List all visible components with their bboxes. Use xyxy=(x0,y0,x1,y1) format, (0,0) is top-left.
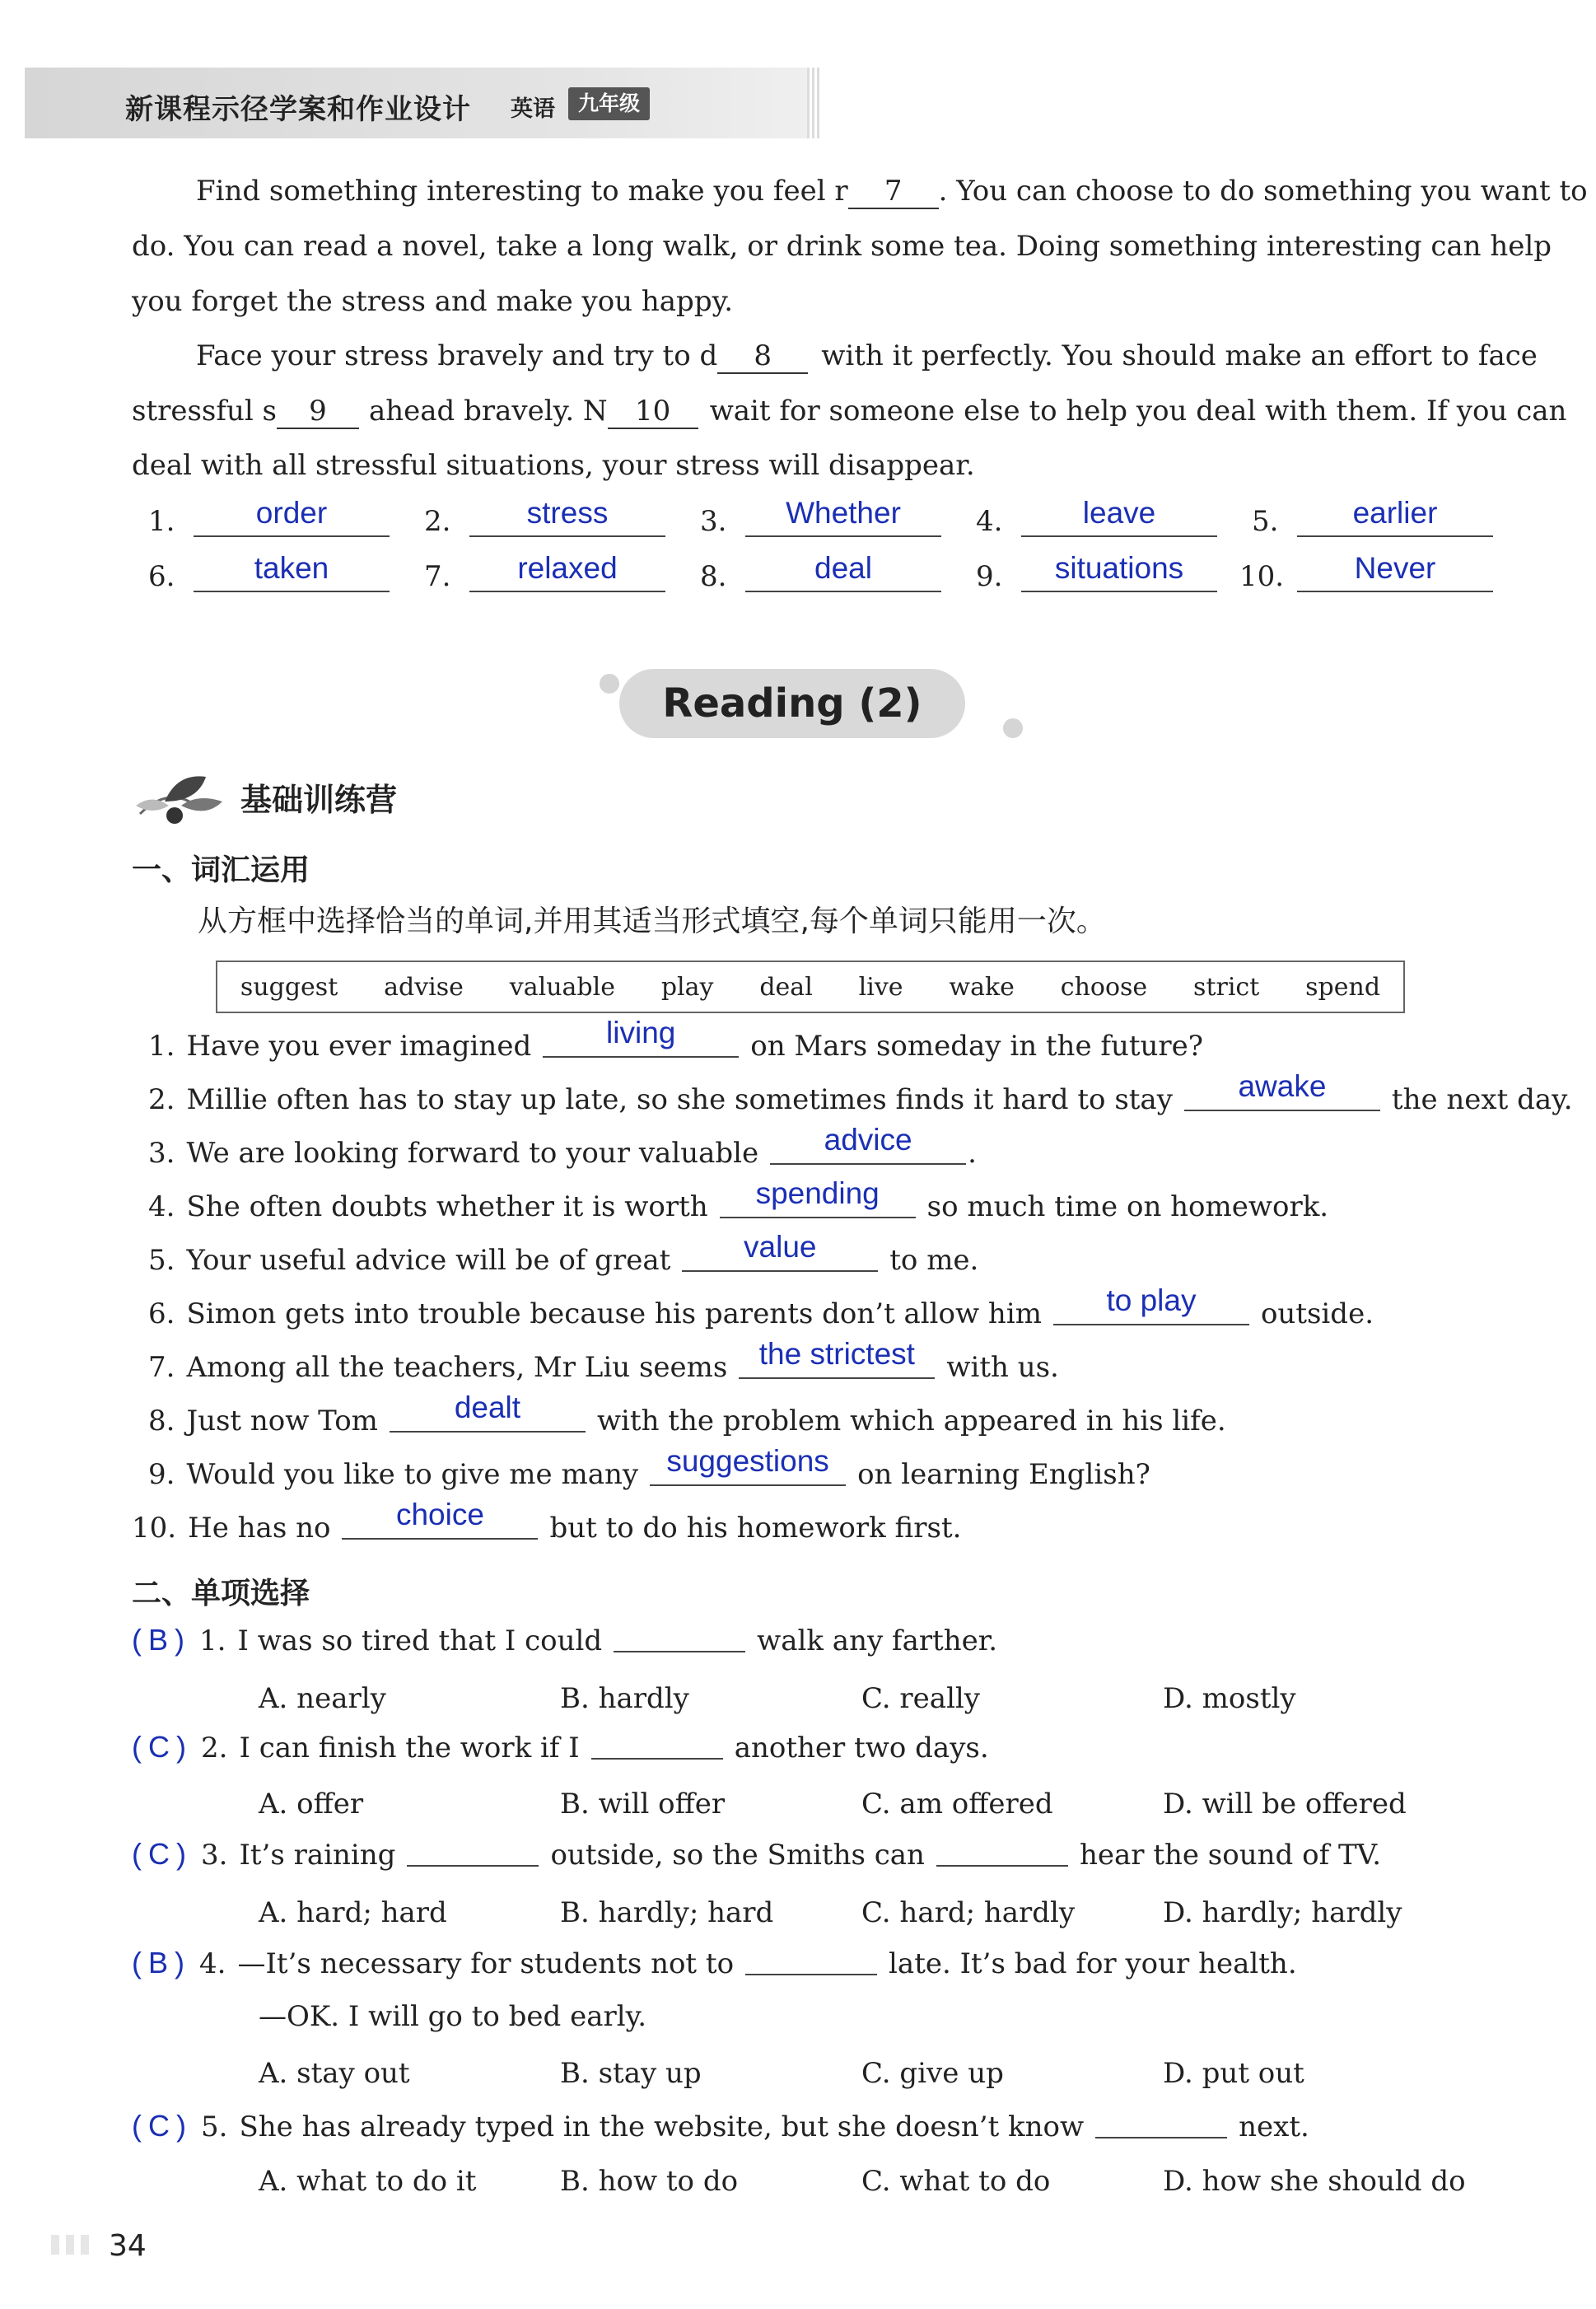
part1-instruction: 从方框中选择恰当的单词,并用其适当形式填空,每个单词只能用一次。 xyxy=(198,904,1106,938)
header-title: 新课程示径学案和作业设计 xyxy=(125,93,471,126)
word-box-item: wake xyxy=(949,972,1015,1002)
mc-question-4: ( B ) 4. —It’s necessary for students not to late. It’s bad for your health. xyxy=(132,1946,1297,1980)
cloze-answer: earlier xyxy=(1297,494,1493,537)
answer-blank: to play xyxy=(1053,1283,1249,1325)
answer-blank: choice xyxy=(342,1497,538,1540)
mc-question-3: ( C ) 3. It’s raining outside, so the Smiths can hear the sound of TV. xyxy=(132,1837,1382,1872)
answer-blank: advice xyxy=(770,1122,966,1165)
empty-blank xyxy=(745,1944,877,1975)
cloze-answer: Never xyxy=(1297,549,1493,592)
answer-blank: suggestions xyxy=(650,1443,846,1486)
passage-line-5: stressful s 9 ahead bravely. N 10 wait for someone else to help you deal with them. If you can xyxy=(132,395,1567,428)
decorative-dot xyxy=(600,674,619,694)
mc-option: C. really xyxy=(861,1682,981,1715)
cloze-num: 1. xyxy=(148,505,175,538)
empty-blank xyxy=(1095,2107,1227,2138)
passage-line-6: deal with all stressful situations, your stress will disappear. xyxy=(132,449,975,482)
page-number: 34 xyxy=(109,2229,147,2263)
word-box-item: play xyxy=(660,972,714,1002)
mc-option: D. hardly; hardly xyxy=(1163,1896,1402,1929)
answer-blank: value xyxy=(682,1229,878,1272)
decorative-dot xyxy=(1003,718,1023,738)
cloze-num: 8. xyxy=(700,560,727,593)
word-box xyxy=(216,961,1405,1013)
passage-line-1: Find something interesting to make you feel r 7 . You can choose to do something you want to xyxy=(196,175,1588,208)
vocab-question-7: 7. Among all the teachers, Mr Liu seems the strictest with us. xyxy=(148,1337,1059,1384)
mc-answer: B xyxy=(148,1946,169,1979)
mc-option: D. put out xyxy=(1163,2057,1304,2090)
answer-blank: dealt xyxy=(390,1390,586,1433)
vocab-question-5: 5. Your useful advice will be of great value to me. xyxy=(148,1230,979,1277)
empty-blank xyxy=(407,1835,539,1867)
answer-blank: the strictest xyxy=(739,1336,935,1379)
mc-option: D. mostly xyxy=(1163,1682,1296,1715)
cloze-num: 7. xyxy=(424,560,451,593)
mc-option: A. nearly xyxy=(259,1682,386,1715)
mc-option: A. offer xyxy=(259,1788,364,1821)
page-tick xyxy=(81,2235,89,2255)
passage-line-4: Face your stress bravely and try to d 8 with it perfectly. You should make an effort to face xyxy=(196,339,1538,372)
word-box-item: choose xyxy=(1060,972,1148,1002)
page-tick xyxy=(66,2235,74,2255)
empty-blank xyxy=(614,1621,745,1652)
vocab-question-1: 1. Have you ever imagined living on Mars someday in the future? xyxy=(148,1016,1204,1063)
cloze-answer: deal xyxy=(745,549,941,592)
word-box-item: valuable xyxy=(509,972,615,1002)
part2-title: 二、单项选择 xyxy=(132,1577,310,1610)
vocab-question-2: 2. Millie often has to stay up late, so she sometimes finds it hard to stay awake the next day. xyxy=(148,1069,1573,1116)
part1-title: 一、词汇运用 xyxy=(132,853,310,887)
mc-option: B. will offer xyxy=(560,1788,726,1821)
word-box-item: live xyxy=(858,972,903,1002)
mc-option: B. hardly; hard xyxy=(560,1896,774,1929)
cloze-num: 2. xyxy=(424,505,451,538)
word-box-item: strict xyxy=(1193,972,1260,1002)
vocab-question-9: 9. Would you like to give me many suggestions on learning English? xyxy=(148,1444,1150,1491)
mc-option: B. hardly xyxy=(560,1682,689,1715)
answer-blank: living xyxy=(543,1015,739,1058)
cloze-num: 10. xyxy=(1239,560,1285,593)
cloze-answer: taken xyxy=(194,549,390,592)
mc-option: C. what to do xyxy=(861,2165,1051,2198)
word-box-item: suggest xyxy=(240,972,338,1002)
mc-option: B. stay up xyxy=(560,2057,702,2090)
page-tick xyxy=(51,2235,59,2255)
cloze-answer: order xyxy=(194,494,390,537)
mc-answer: C xyxy=(148,2109,170,2143)
blank-10: 10 xyxy=(608,395,698,429)
answer-blank: spending xyxy=(720,1176,916,1218)
cloze-answer: leave xyxy=(1021,494,1217,537)
mc-question-5: ( C ) 5. She has already typed in the website, but she doesn’t know next. xyxy=(132,2109,1309,2143)
cloze-num: 3. xyxy=(700,505,727,538)
answer-blank: awake xyxy=(1184,1068,1380,1111)
word-box-item: deal xyxy=(759,972,813,1002)
reading-title: Reading (2) xyxy=(662,680,922,727)
blank-7: 7 xyxy=(848,175,939,209)
vocab-question-8: 8. Just now Tom dealt with the problem which appeared in his life. xyxy=(148,1391,1226,1437)
vocab-question-10: 10. He has no choice but to do his homework first. xyxy=(132,1498,962,1545)
cloze-num: 9. xyxy=(976,560,1003,593)
blank-8: 8 xyxy=(717,339,808,374)
mc-option: A. stay out xyxy=(259,2057,410,2090)
leaf-icon xyxy=(132,756,239,830)
section-title: 基础训练营 xyxy=(240,782,398,818)
header-subject: 英语 xyxy=(511,96,555,122)
mc-option: B. how to do xyxy=(560,2165,739,2198)
cloze-answer: relaxed xyxy=(469,549,665,592)
mc-option: D. will be offered xyxy=(1163,1788,1407,1821)
blank-9: 9 xyxy=(277,395,359,429)
vocab-question-6: 6. Simon gets into trouble because his parents don’t allow him to play outside. xyxy=(148,1283,1374,1330)
passage-line-3: you forget the stress and make you happy. xyxy=(132,285,734,318)
mc-answer: C xyxy=(148,1730,170,1764)
cloze-num: 4. xyxy=(976,505,1003,538)
cloze-answer: Whether xyxy=(745,494,941,537)
vocab-question-3: 3. We are looking forward to your valuable advice . xyxy=(148,1123,977,1170)
mc-option: A. what to do it xyxy=(259,2165,477,2198)
word-box-item: advise xyxy=(384,972,464,1002)
mc-option: C. hard; hardly xyxy=(861,1896,1076,1929)
mc-question-1: ( B ) 1. I was so tired that I could walk any farther. xyxy=(132,1623,998,1657)
cloze-answer: situations xyxy=(1021,549,1217,592)
cloze-num: 6. xyxy=(148,560,175,593)
mc-option: C. give up xyxy=(861,2057,1004,2090)
header-grade-badge: 九年级 xyxy=(568,87,650,120)
mc-option: D. how she should do xyxy=(1163,2165,1466,2198)
mc-dialogue-reply: —OK. I will go to bed early. xyxy=(259,2000,647,2033)
cloze-num: 5. xyxy=(1252,505,1279,538)
cloze-answer: stress xyxy=(469,494,665,537)
vocab-question-4: 4. She often doubts whether it is worth spending so much time on homework. xyxy=(148,1176,1329,1223)
mc-answer: B xyxy=(148,1623,169,1657)
mc-option: C. am offered xyxy=(861,1788,1053,1821)
empty-blank xyxy=(936,1835,1068,1867)
mc-answer: C xyxy=(148,1837,170,1871)
mc-option: A. hard; hard xyxy=(259,1896,447,1929)
mc-question-2: ( C ) 2. I can finish the work if I another two days. xyxy=(132,1730,989,1764)
word-box-item: spend xyxy=(1305,972,1381,1002)
passage-line-2: do. You can read a novel, take a long walk, or drink some tea. Doing something interesting can help xyxy=(132,230,1552,263)
empty-blank xyxy=(591,1728,723,1760)
